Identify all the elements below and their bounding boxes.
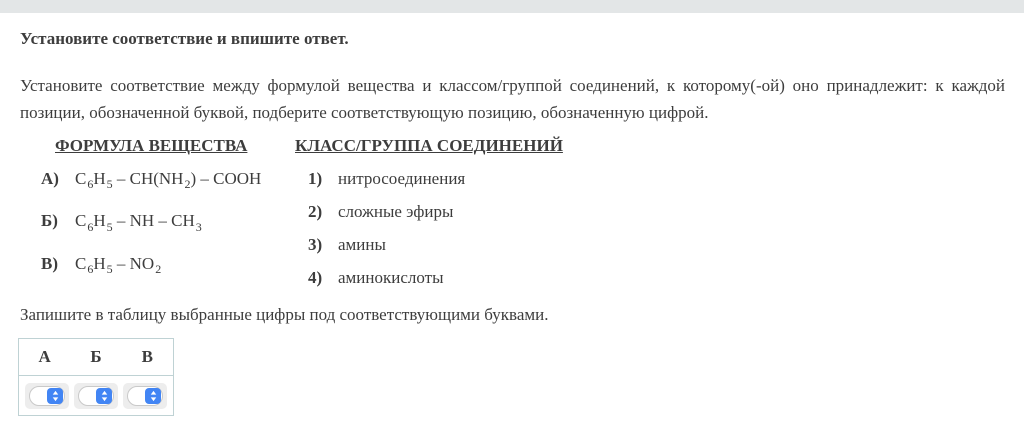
matching-section <box>41 135 1005 300</box>
answer-instruction: Запишите в таблицу выбранные цифры под соответствующими буквами. <box>20 305 549 324</box>
select-stepper-icon <box>96 388 112 404</box>
formula-item-label: В) <box>41 253 58 273</box>
class-item-4 <box>308 267 625 288</box>
class-item-text: нитросоединения <box>338 169 466 188</box>
question-page <box>0 28 1024 416</box>
answer-select-b[interactable] <box>74 383 118 409</box>
answer-column-header-v: В <box>141 347 153 366</box>
class-item-1 <box>308 168 625 189</box>
formula-item-a <box>41 168 295 195</box>
formula-item-label: А) <box>41 169 59 188</box>
class-item-label: 2) <box>308 202 323 221</box>
answer-table-input-row <box>19 376 173 415</box>
class-item-text: амины <box>338 235 386 254</box>
class-item-text: аминокислоты <box>338 268 444 287</box>
task-description: Установите соответствие между формулой вещества и классом/группой соединений, к которому(-ой) оно принадлежит: к каждой позиции, обозначенной буквой, подберите соответствующую позицию, обозначенную цифрой. <box>20 76 1005 122</box>
formula-item-label: Б) <box>41 211 58 231</box>
answer-column-header-b: Б <box>90 347 102 366</box>
page-title: Установите соответствие и впишите ответ. <box>20 29 349 48</box>
formula-list <box>41 168 295 280</box>
formula-item-v <box>41 253 295 280</box>
select-field <box>127 386 163 406</box>
class-column-header: КЛАСС/ГРУППА СОЕДИНЕНИЙ <box>295 136 563 155</box>
class-item-label: 3) <box>308 235 323 254</box>
answer-column-header-a: А <box>38 347 51 366</box>
formula-text: $C_6H_5$ – NH – $CH_3$ <box>75 211 202 234</box>
formula-text: $C_6H_5 - CH(NH_2)$ – COOH <box>75 169 262 192</box>
formula-text: $C_6H_5 - NO_2$ <box>75 253 162 277</box>
answer-select-a[interactable] <box>25 383 69 409</box>
class-item-label: 4) <box>308 268 323 287</box>
answer-select-v[interactable] <box>123 383 167 409</box>
select-field <box>29 386 65 406</box>
select-field <box>78 386 114 406</box>
class-item-text: сложные эфиры <box>338 202 454 221</box>
answer-table <box>18 338 174 416</box>
select-stepper-icon <box>145 388 161 404</box>
answer-table-header-row <box>19 339 173 376</box>
class-item-2 <box>308 201 625 222</box>
formula-column-header: ФОРМУЛА ВЕЩЕСТВА <box>55 136 248 155</box>
class-item-label: 1) <box>308 169 323 188</box>
formula-column <box>41 135 295 300</box>
top-bar <box>0 0 1024 13</box>
class-column <box>295 135 625 300</box>
class-list <box>295 168 625 288</box>
select-stepper-icon <box>47 388 63 404</box>
class-item-3 <box>308 234 625 255</box>
formula-item-b <box>41 210 295 237</box>
